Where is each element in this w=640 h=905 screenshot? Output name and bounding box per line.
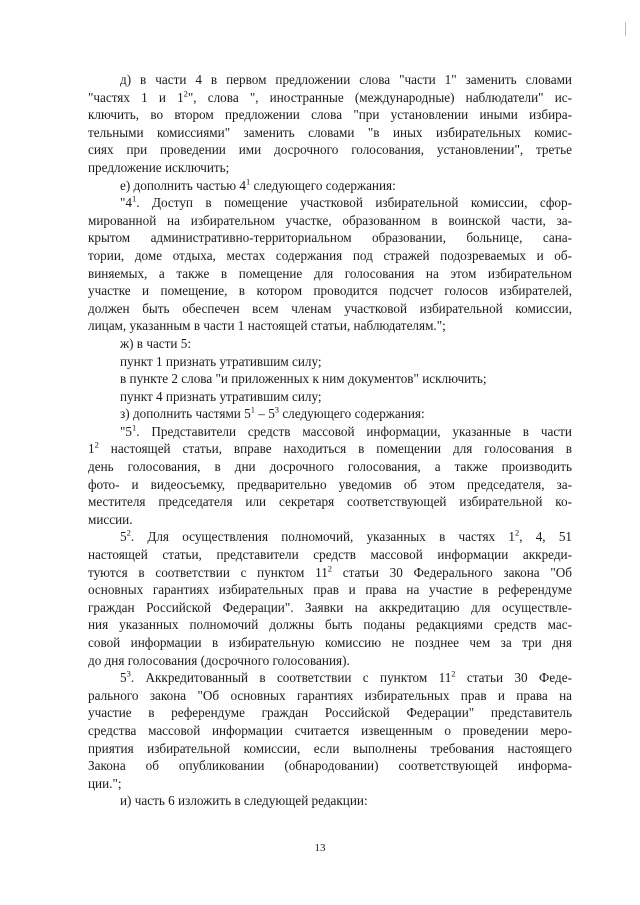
- text-line: тельными комиссиями" заменить словами "в иных избирательных комис-: [88, 124, 572, 140]
- paragraph-zh2: [88, 370, 572, 388]
- text-line: е) дополнить частью $4^1$ следующего содержания:: [120, 176, 396, 193]
- text-line: з) дополнить частями $5^1 - 5^3$ следующего содержания:: [120, 404, 425, 422]
- text-line: и) часть 6 изложить в следующей редакции:: [120, 793, 368, 809]
- text-line: день голосования, в дни досрочного голосования, а также производить: [88, 459, 572, 475]
- text-line: должен быть обеспечен всем членам участковой избирательной комиссии,: [88, 300, 572, 316]
- paragraph-z: [88, 405, 572, 423]
- paragraph-z1: [88, 423, 572, 529]
- text-line: совой информации в избирательную комиссию не позднее чем за три дня: [88, 635, 572, 650]
- text-line: ции.";: [88, 775, 122, 791]
- text-line: туются в соответствии с пунктом $11^2$ статьи 30 Федерального закона "Об: [88, 563, 572, 580]
- text-line: тории, доме отдыха, местах содержания под стражей подозреваемых и об-: [88, 247, 572, 263]
- text-line: лицам, указанным в части 1 настоящей статьи, наблюдателям.";: [88, 318, 446, 334]
- paragraph-e: [88, 177, 572, 195]
- text-line: пункт 4 признать утратившим силу;: [120, 388, 322, 404]
- text-line: участие в референдуме граждан Российской Федерации" представитель: [88, 705, 572, 721]
- text-line: ключить, во втором предложении слова "при установлении иными избира-: [88, 107, 572, 123]
- text-line: мированной на избирательном участке, образованном в воинской части, за-: [88, 212, 572, 228]
- text-line: $5^2$. Для осуществления полномочий, указанных в частях $1^2$, 4, 51: [120, 528, 572, 545]
- text-line: в пункте 2 слова "и приложенных к ним документов" исключить;: [120, 371, 487, 387]
- text-line: рального закона "Об основных гарантиях избирательных прав и права на: [88, 687, 572, 703]
- text-line: пункт 1 признать утратившим силу;: [120, 353, 322, 369]
- text-line: крытом административно-территориальном образовании, больнице, сана-: [88, 230, 572, 246]
- text-line: предложение исключить;: [88, 159, 230, 175]
- text-line: ния указанных полномочий должны быть поданы редакциями средств мас-: [88, 617, 572, 633]
- text-line: приятия избирательной комиссии, если выполнены требования настоящего: [88, 740, 572, 756]
- text-line: граждан Российской Федерации". Заявки на аккредитацию для осуществле-: [88, 599, 572, 615]
- paragraph-z3: [88, 669, 572, 792]
- text-line: местителя председателя или секретаря соответствующей избирательной ко-: [88, 494, 572, 510]
- text-line: "$4^1$. Доступ в помещение участковой избирательной комиссии, сфор-: [120, 193, 572, 211]
- text-line: сиях при проведении ими досрочного голосования, установлении", третье: [88, 142, 572, 158]
- paragraph-i: [88, 792, 572, 810]
- text-line: основных гарантиях избирательных прав и права на участие в референдуме: [88, 582, 572, 598]
- text-line: "частях 1 и $1^2$", слова ", иностранные (международные) наблюдатели" ис-: [88, 88, 573, 105]
- paragraph-e1: [88, 194, 572, 335]
- text-line: $5^3$. Аккредитованный в соответствии с пунктом $11^2$ статьи 30 Феде-: [120, 668, 572, 686]
- paragraph-zh3: [88, 388, 572, 406]
- paragraph-z2: [88, 528, 572, 669]
- text-line: миссии.: [88, 511, 133, 527]
- text-line: Закона об опубликовании (обнародовании) соответствующей информа-: [88, 758, 572, 774]
- text-line: ж) в части 5:: [120, 335, 192, 351]
- text-line: виняемых, а также в помещение для голосования на этом избирательном: [88, 265, 572, 281]
- paragraph-d: [88, 71, 572, 177]
- document-body: [88, 71, 572, 810]
- text-line: $1^2$ настоящей статьи, вправе находиться в помещении для голосования в: [88, 440, 572, 457]
- text-line: "$5^1$. Представители средств массовой информации, указанные в части: [120, 422, 572, 439]
- text-line: настоящей статьи, представители средств массовой информации аккреди-: [88, 547, 572, 563]
- text-line: участке и помещение, в котором проводится подсчет голосов избирателей,: [88, 283, 572, 299]
- text-line: д) в части 4 в первом предложении слова "части 1" заменить словами: [120, 72, 572, 87]
- paragraph-zh: [88, 335, 572, 353]
- paragraph-zh1: [88, 353, 572, 371]
- text-line: фото- и видеосъемку, предварительно уведомив об этом председателя, за-: [88, 476, 572, 492]
- text-line: средства массовой информации считается извещенным о проведении меро-: [88, 722, 572, 738]
- text-line: до дня голосования (досрочного голосования).: [88, 652, 350, 668]
- page-number: 13: [314, 842, 326, 854]
- scan-mark: [625, 22, 626, 36]
